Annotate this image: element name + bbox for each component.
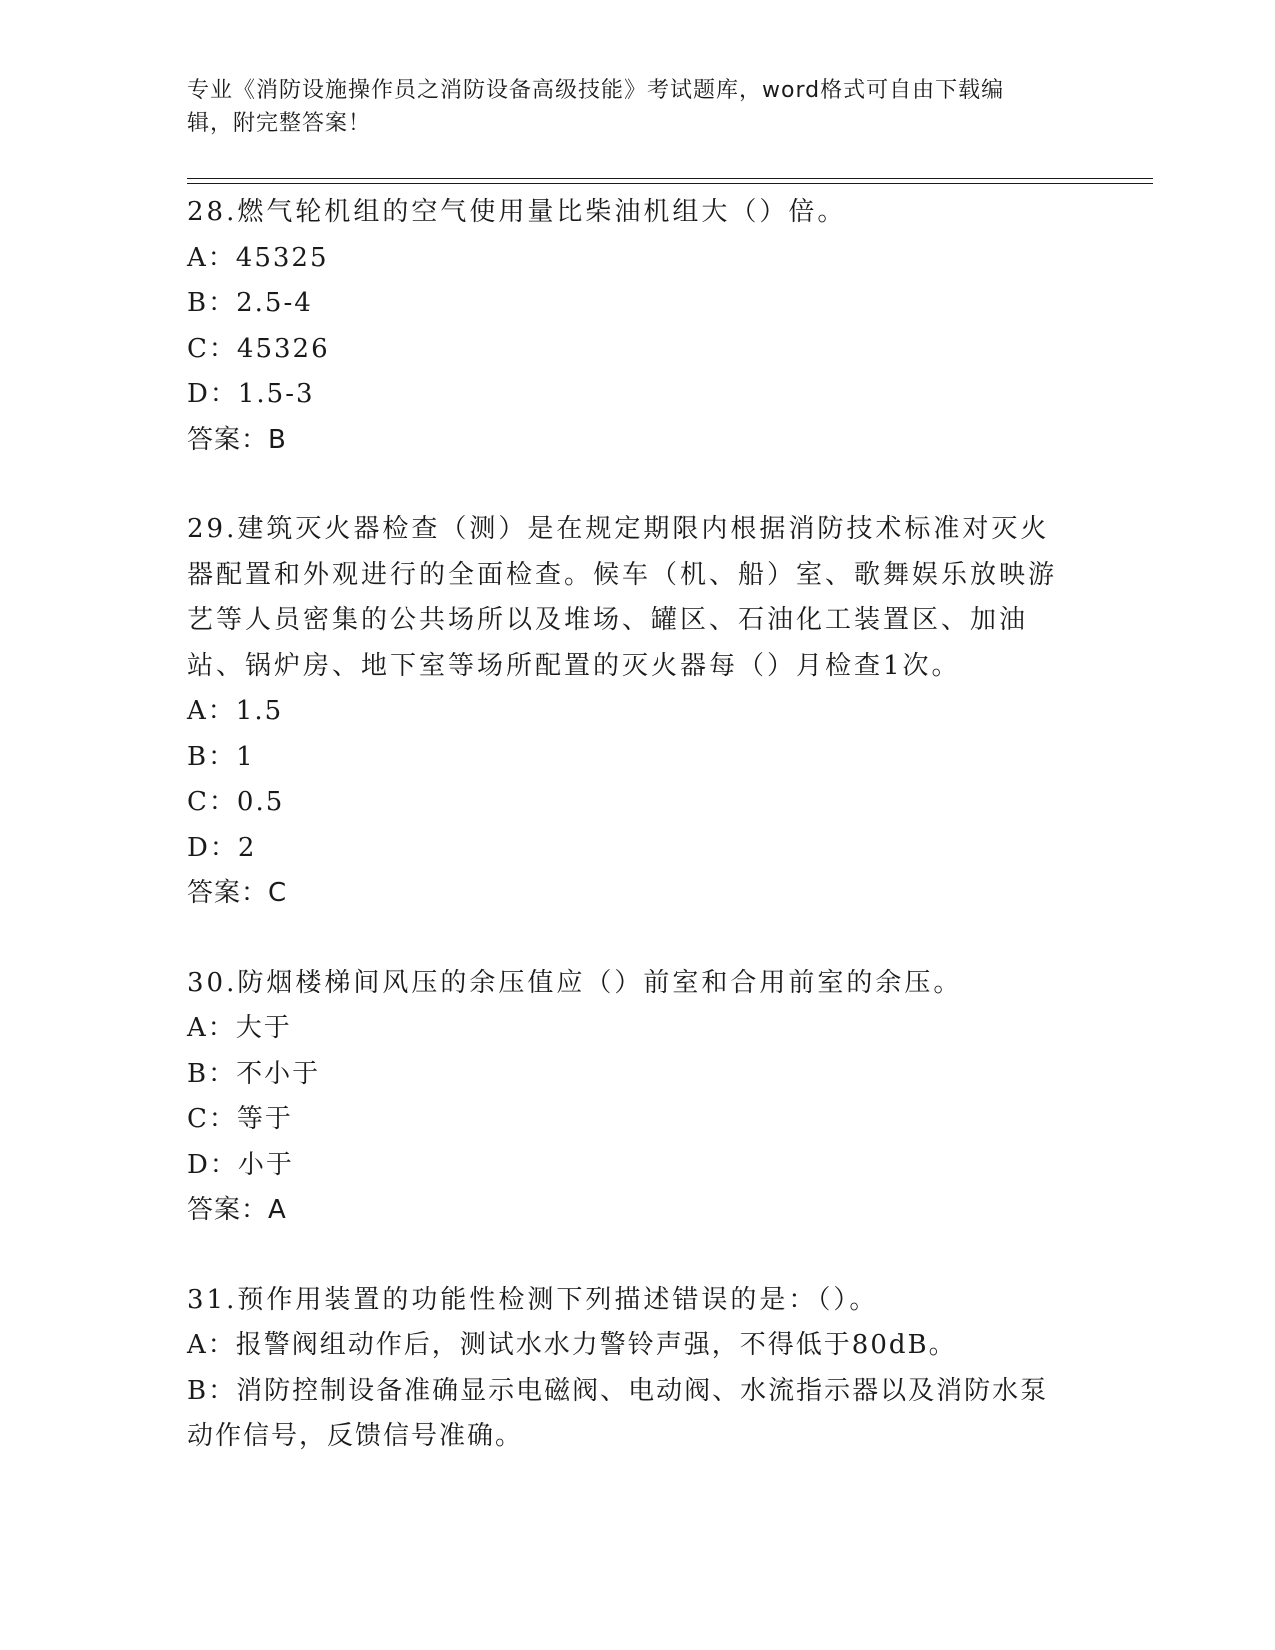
answer-label: 答案：C: [187, 878, 288, 908]
option-text: 大于: [235, 1013, 292, 1043]
option-text: 报警阀组动作后，测试水水力警铃声强，不得低于80dB。: [235, 1330, 957, 1360]
option-key: B：: [187, 741, 237, 772]
question-30: [187, 961, 1067, 1234]
option-key: D：: [187, 379, 238, 409]
option-key: B：: [187, 1375, 237, 1406]
option-text: 1.5-3: [237, 379, 315, 409]
option-key: A：: [187, 1013, 236, 1043]
option-key: A：: [187, 242, 236, 273]
option-b: [187, 735, 1067, 781]
option-a: [187, 1006, 1067, 1052]
option-d: [187, 826, 1067, 872]
question-stem: 30.防烟楼梯间风压的余压值应（）前室和合用前室的余压。: [187, 967, 963, 998]
option-key: D：: [187, 832, 238, 863]
question-28: [187, 190, 1067, 463]
question-stem: 31.预作用装置的功能性检测下列描述错误的是：（）。: [187, 1284, 879, 1315]
option-d: [187, 372, 1067, 418]
answer-label: 答案：B: [187, 424, 287, 455]
option-key: B：: [187, 288, 237, 318]
header-line-2: 辑，附完整答案！: [187, 111, 372, 136]
option-text: 小于: [237, 1149, 294, 1180]
header-line-1: 专业《消防设施操作员之消防设备高级技能》考试题库，word格式可自由下载编: [187, 78, 1005, 103]
header-divider-top: [187, 178, 1153, 179]
option-c: [187, 327, 1067, 373]
option-key: C：: [187, 1104, 237, 1134]
option-text: 1.5: [235, 696, 284, 726]
option-key: C：: [187, 787, 237, 817]
option-key: B：: [187, 1058, 237, 1089]
option-key: A：: [187, 1330, 236, 1360]
option-key: A：: [187, 696, 236, 726]
option-text: 45325: [235, 242, 329, 273]
answer-label: 答案：A: [187, 1195, 287, 1225]
option-d: [187, 1143, 1067, 1189]
header-divider-bottom: [187, 183, 1153, 184]
option-c: [187, 1097, 1067, 1143]
option-a: [187, 236, 1067, 282]
option-text: 0.5: [236, 787, 285, 817]
option-text: 等于: [236, 1104, 293, 1134]
option-text: 2: [237, 832, 257, 863]
option-key: C：: [187, 333, 237, 364]
option-key: D：: [187, 1149, 238, 1180]
question-29: [187, 507, 1067, 917]
option-c: [187, 780, 1067, 826]
question-stem: 28.燃气轮机组的空气使用量比柴油机组大（）倍。: [187, 197, 847, 227]
option-b: [187, 1369, 1067, 1460]
question-31: [187, 1278, 1067, 1460]
option-b: [187, 1052, 1067, 1098]
option-b: [187, 281, 1067, 327]
question-stem: 29.建筑灭火器检查（测）是在规定期限内根据消防技术标准对灭火器配置和外观进行的全面检查。候车（机、船）室、歌舞娱乐放映游艺等人员密集的公共场所以及堆场、罐区、石油化工装置区、加油站、锅炉房、地下室等场所配置的灭火器每（）月检查1次。: [187, 514, 1058, 681]
document-header: [187, 74, 1067, 140]
option-text: 消防控制设备准确显示电磁阀、电动阀、水流指示器以及消防水泵动作信号，反馈信号准确。: [187, 1375, 1049, 1451]
option-a: [187, 1323, 1067, 1369]
option-text: 2.5-4: [236, 288, 313, 318]
question-list: [187, 190, 1067, 1504]
option-text: 1: [236, 741, 255, 772]
option-text: 45326: [236, 333, 330, 364]
option-text: 不小于: [236, 1058, 321, 1089]
option-a: [187, 689, 1067, 735]
